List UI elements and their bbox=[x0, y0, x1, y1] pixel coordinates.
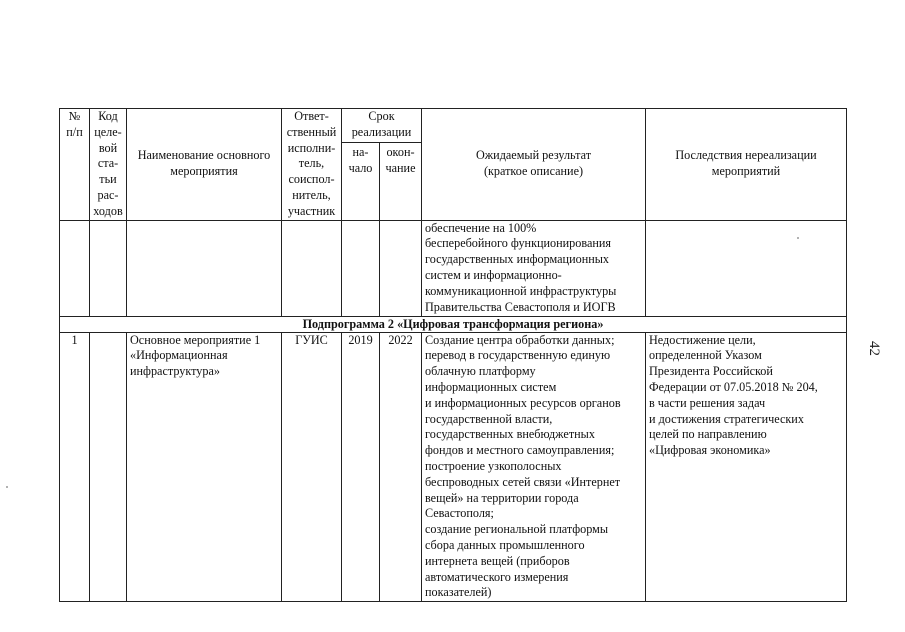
row-num: 1 bbox=[60, 332, 90, 602]
header-num: № п/п bbox=[60, 109, 90, 221]
table-row bbox=[60, 332, 847, 602]
scan-speck bbox=[797, 237, 799, 239]
header-name: Наименование основного мероприятия bbox=[127, 109, 282, 221]
header-row-1 bbox=[60, 109, 847, 143]
row-code bbox=[90, 332, 127, 602]
cell-empty bbox=[342, 220, 380, 316]
row-consequences: Недостижение цели, определенной Указом Президента Российской Федерации от 07.05.2018 № 204, в части решения задач и достижения стратегических целей по направлению «Цифровая экономика» bbox=[646, 332, 847, 602]
continuation-row bbox=[60, 220, 847, 316]
header-code: Код целе- вой ста- тьи рас- ходов bbox=[90, 109, 127, 221]
header-term: Срок реализации bbox=[342, 109, 422, 143]
header-start: на- чало bbox=[342, 143, 380, 220]
cell-empty bbox=[282, 220, 342, 316]
row-start: 2019 bbox=[342, 332, 380, 602]
section-title: Подпрограмма 2 «Цифровая трансформация региона» bbox=[60, 316, 847, 332]
row-result: Создание центра обработки данных; перевод в государственную единую облачную платформу информационных систем и информационных ресурсов органов государственной власти, государственных внебюджетных фондов и местного самоуправления; построение узкополосных беспроводных сетей связи «Интернет вещей» на территории города Севастополя; создание региональной платформы сбора данных промышленного интернета вещей (приборов автоматического измерения показателей) bbox=[422, 332, 646, 602]
row-end: 2022 bbox=[380, 332, 422, 602]
cell-empty bbox=[127, 220, 282, 316]
continuation-result: обеспечение на 100% бесперебойного функционирования государственных информационных систем и информационно- коммуникационной инфраструктуры Правительства Севастополя и ИОГВ bbox=[422, 220, 646, 316]
cell-empty bbox=[60, 220, 90, 316]
section-row bbox=[60, 316, 847, 332]
row-name: Основное мероприятие 1 «Информационная инфраструктура» bbox=[127, 332, 282, 602]
row-responsible: ГУИС bbox=[282, 332, 342, 602]
header-consequences: Последствия нереализации мероприятий bbox=[646, 109, 847, 221]
measures-table bbox=[59, 108, 847, 602]
page-number: 42 bbox=[866, 341, 882, 356]
header-responsible: Ответ- ственный исполни- тель, соиспол- нитель, участник bbox=[282, 109, 342, 221]
cell-empty bbox=[380, 220, 422, 316]
header-result: Ожидаемый результат (краткое описание) bbox=[422, 109, 646, 221]
cell-empty bbox=[90, 220, 127, 316]
scan-speck bbox=[6, 486, 8, 488]
header-end: окон- чание bbox=[380, 143, 422, 220]
cell-empty bbox=[646, 220, 847, 316]
